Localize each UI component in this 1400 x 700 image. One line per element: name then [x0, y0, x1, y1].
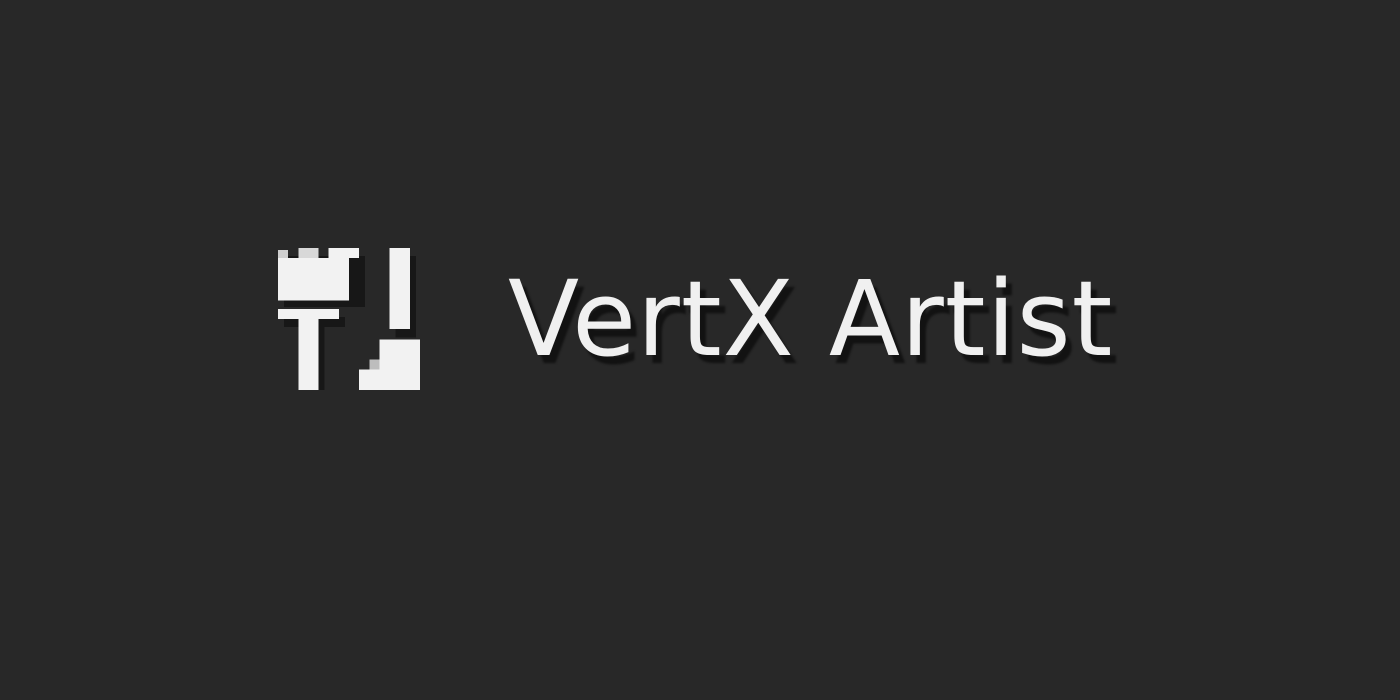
app-title: VertX Artist [508, 258, 1114, 380]
app-brand [278, 248, 1113, 390]
paint-brush-icon [278, 248, 420, 390]
